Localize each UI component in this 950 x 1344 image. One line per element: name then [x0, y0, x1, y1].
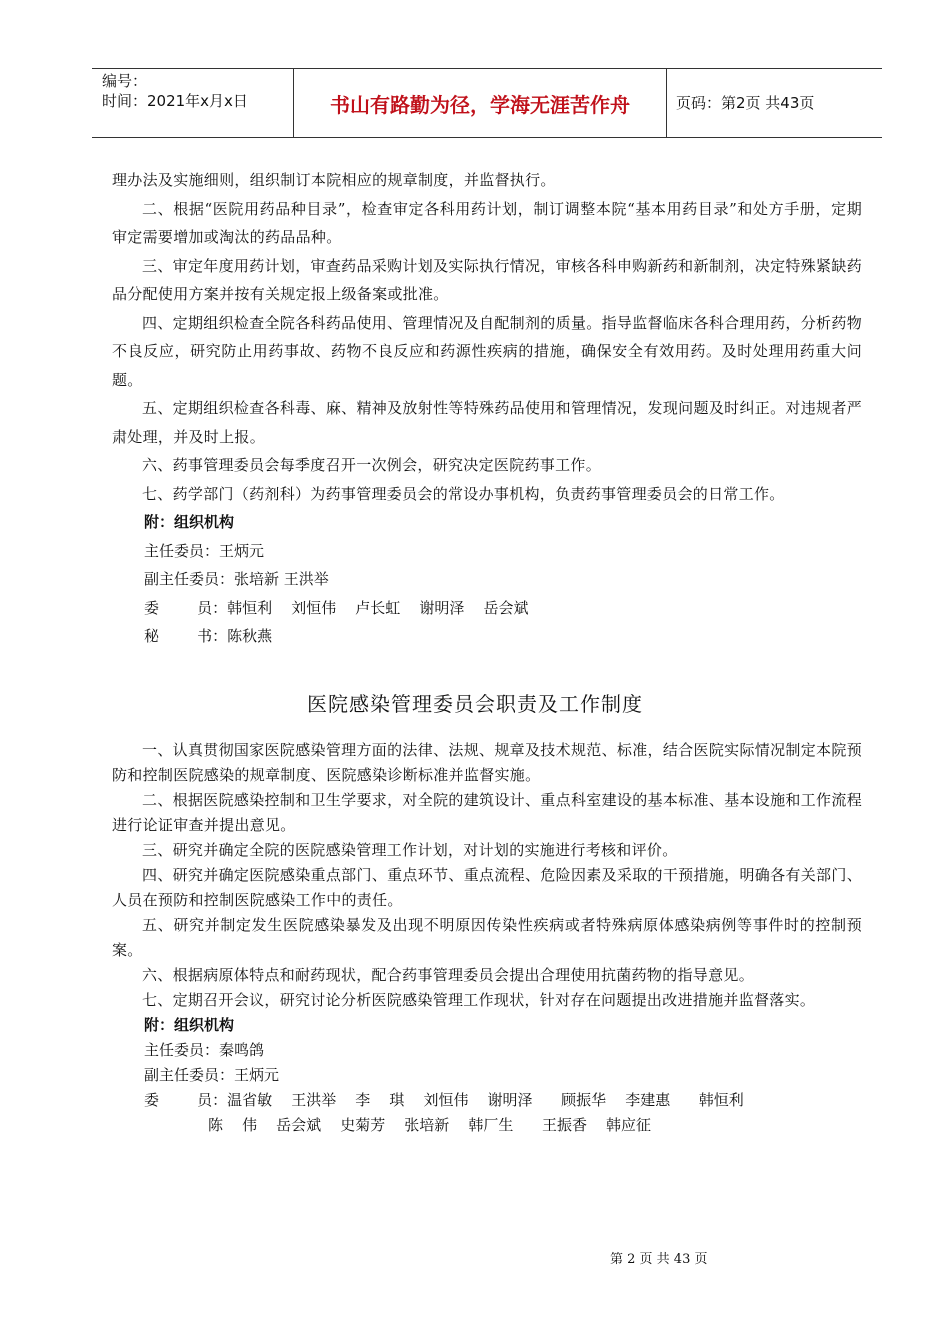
- org-structure-heading: 附：组织机构: [144, 513, 235, 531]
- page-footer: 第 2 页 共 43 页: [610, 1252, 708, 1267]
- paragraph: 七、定期召开会议，研究讨论分析医院感染管理工作现状，针对存在问题提出改进措施并监督落实。: [142, 991, 816, 1009]
- members-names: 韩恒利 刘恒伟 卢长虹 谢明泽 岳会斌: [227, 598, 529, 617]
- paragraph: 二、根据“医院用药品种目录”，检查审定各科用药计划，制订调整本院“基本用药目录”和处方手册，定期审定需要增加或淘汰的药品品种。: [112, 199, 862, 246]
- paragraph: 理办法及实施细则，组织制订本院相应的规章制度，并监督执行。: [112, 171, 556, 189]
- director-line: 主任委员：王炳元: [144, 541, 265, 560]
- members-label: 委 员：: [144, 1091, 228, 1109]
- vice-director-line: 副主任委员：张培新 王洪举: [144, 570, 329, 588]
- paragraph: 五、定期组织检查各科毒、麻、精神及放射性等特殊药品使用和管理情况，发现问题及时纠正。对违规者严肃处理，并及时上报。: [112, 399, 862, 446]
- members-names-line2: 陈 伟 岳会斌 史菊芳 张培新 韩厂生 王振香 韩应征: [208, 1116, 652, 1134]
- pharmacy-committee-section: [112, 166, 862, 651]
- secretary-label: 秘 书：: [144, 627, 228, 645]
- document-number-label: 编号：: [102, 72, 148, 90]
- director-line: 主任委员：秦鸣鸽: [144, 1041, 265, 1059]
- paragraph: 六、药事管理委员会每季度召开一次例会，研究决定医院药事工作。: [142, 456, 602, 474]
- paragraph: 四、研究并确定医院感染重点部门、重点环节、重点流程、危险因素及采取的干预措施，明确各有关部门、人员在预防和控制医院感染工作中的责任。: [112, 866, 862, 909]
- members-line: [112, 1088, 862, 1113]
- header-motto: 书山有路勤为径，学海无涯苦作舟: [330, 93, 630, 117]
- paragraph: 三、研究并确定全院的医院感染管理工作计划，对计划的实施进行考核和评价。: [142, 841, 678, 859]
- secretary-name: 陈秋燕: [227, 627, 273, 645]
- header-meta: [102, 71, 248, 111]
- paragraph: 四、定期组织检查全院各科药品使用、管理情况及自配制剂的质量。指导监督临床各科合理用药，分析药物不良反应，研究防止用药事故、药物不良反应和药源性疾病的措施，确保安全有效用药。及时处理用药重大问题。: [112, 313, 862, 389]
- paragraph: 五、研究并制定发生医院感染暴发及出现不明原因传染性疾病或者特殊病原体感染病例等事件时的控制预案。: [112, 916, 862, 959]
- section-title: 医院感染管理委员会职责及工作制度: [307, 692, 643, 716]
- secretary-line: [112, 622, 862, 651]
- vice-director-line: 副主任委员：王炳元: [144, 1066, 280, 1084]
- paragraph: 一、认真贯彻国家医院感染管理方面的法律、法规、规章及技术规范、标准，结合医院实际情况制定本院预防和控制医院感染的规章制度、医院感染诊断标准并监督实施。: [112, 741, 862, 784]
- paragraph: 七、药学部门（药剂科）为药事管理委员会的常设办事机构，负责药事管理委员会的日常工作。: [142, 484, 785, 503]
- paragraph: 六、根据病原体特点和耐药现状，配合药事管理委员会提出合理使用抗菌药物的指导意见。: [142, 966, 755, 984]
- document-time-label: 时间：2021年x月x日: [102, 92, 248, 110]
- page-header: [92, 68, 882, 138]
- members-names-line1: 温省敏 王洪举 李 琪 刘恒伟 谢明泽 顾振华 李建惠 韩恒利: [227, 1091, 744, 1109]
- members-line-continued: [112, 1113, 862, 1138]
- header-page-label: 页码：第2页 共43页: [676, 94, 815, 112]
- members-label: 委 员：: [144, 598, 228, 617]
- members-line: [112, 594, 862, 623]
- paragraph: 三、审定年度用药计划，审查药品采购计划及实际执行情况，审核各科申购新药和新制剂，决定特殊紧缺药品分配使用方案并按有关规定报上级备案或批准。: [112, 256, 862, 303]
- header-divider-right: [666, 69, 667, 137]
- org-structure-heading: 附：组织机构: [144, 1016, 235, 1034]
- paragraph: 二、根据医院感染控制和卫生学要求，对全院的建筑设计、重点科室建设的基本标准、基本设施和工作流程进行论证审查并提出意见。: [112, 791, 862, 834]
- infection-committee-section: [112, 738, 862, 1138]
